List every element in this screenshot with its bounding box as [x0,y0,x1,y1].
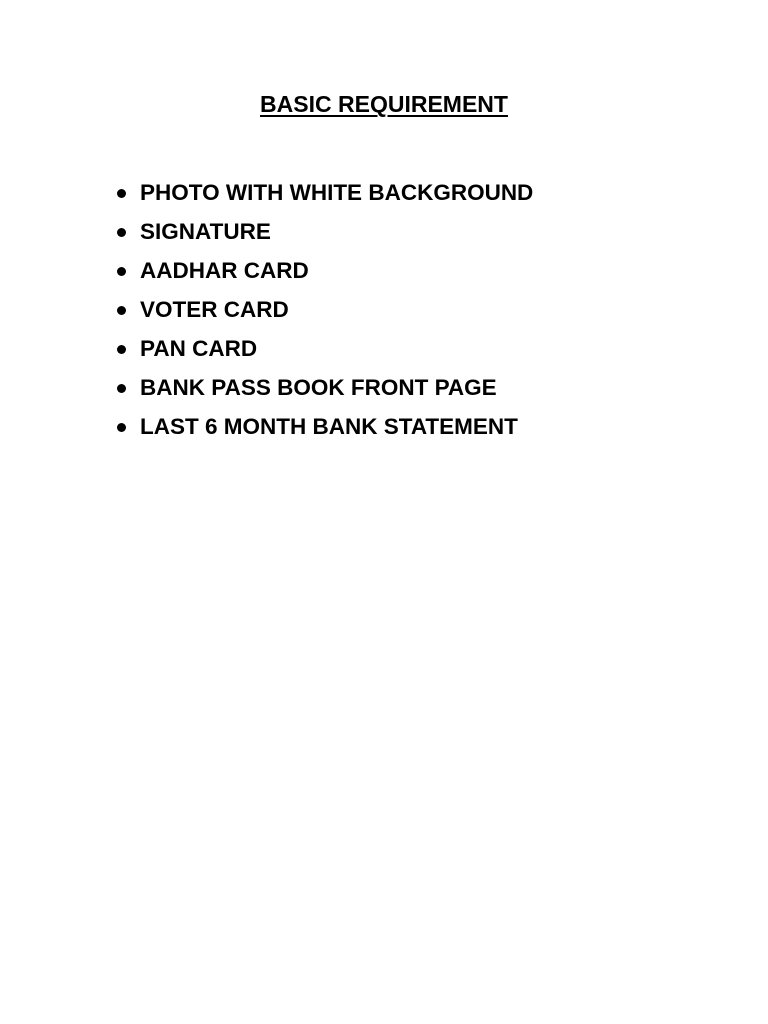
list-item-text: PAN CARD [140,336,258,361]
bullet-icon [117,423,126,432]
bullet-icon [117,189,126,198]
bullet-icon [117,228,126,237]
list-item-text: PHOTO WITH WHITE BACKGROUND [140,180,534,205]
page-title-text: BASIC REQUIREMENT [260,91,508,117]
bullet-icon [117,384,126,393]
list-item-text: LAST 6 MONTH BANK STATEMENT [140,414,518,439]
list-item-text: BANK PASS BOOK FRONT PAGE [140,375,497,400]
list-item-text: VOTER CARD [140,297,289,322]
bullet-icon [117,345,126,354]
page-title [0,88,768,120]
list-item-text: AADHAR CARD [140,258,309,283]
list-item-text: SIGNATURE [140,219,271,244]
bullet-icon [117,306,126,315]
bullet-icon [117,267,126,276]
